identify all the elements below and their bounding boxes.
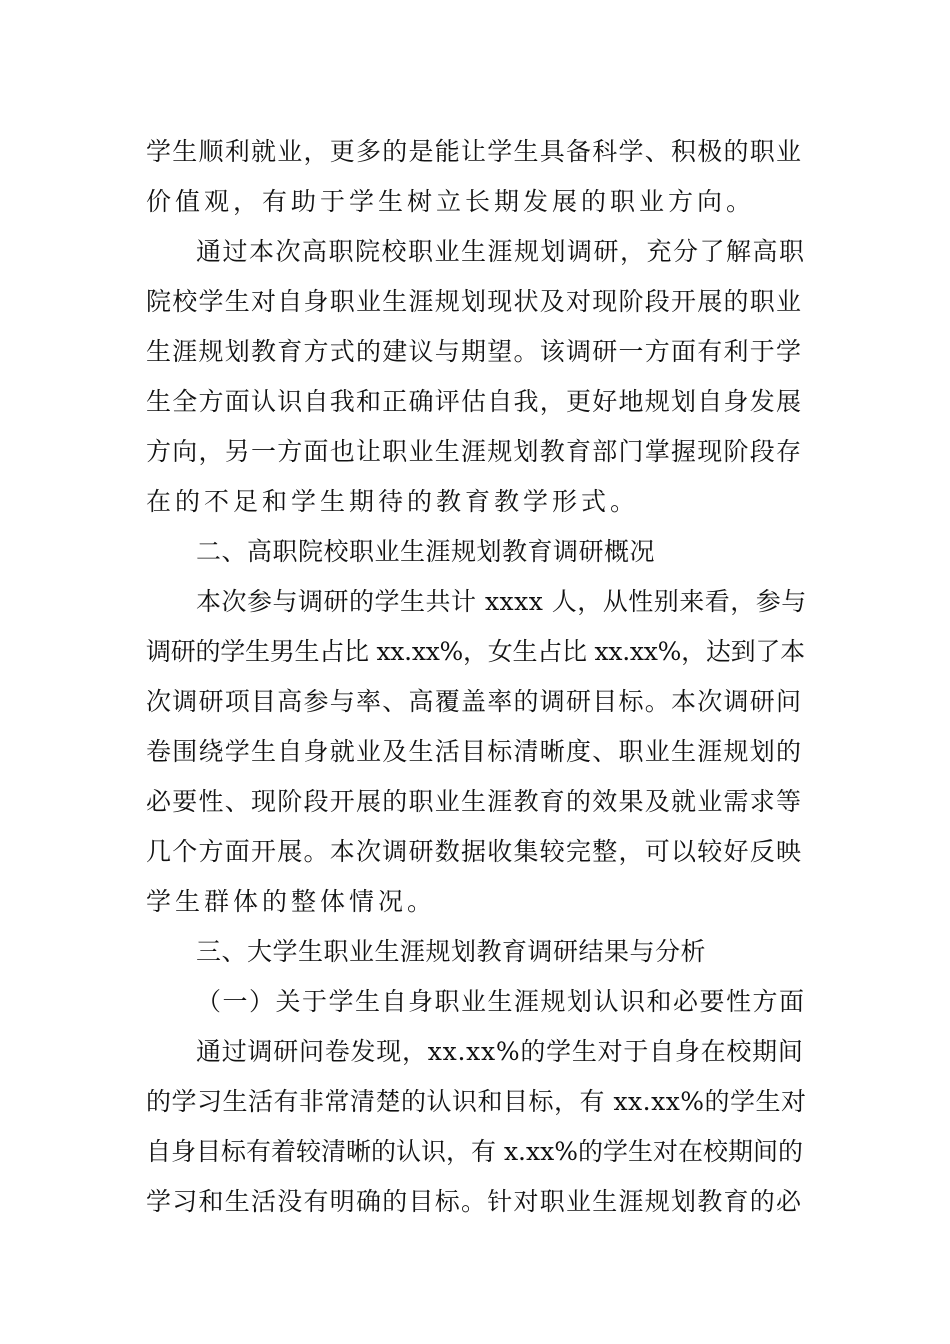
body-line: 生涯规划教育方式的建议与期望。该调研一方面有利于学 [146,337,803,366]
body-line: 必要性、现阶段开展的职业生涯教育的效果及就业需求等 [146,787,803,816]
body-line: 学生群体的整体情况。 [146,887,437,916]
body-line: 学习和生活没有明确的目标。针对职业生涯规划教育的必 [146,1187,803,1216]
section-heading: 三、大学生职业生涯规划教育调研结果与分析 [196,937,707,966]
body-line: 在的不足和学生期待的教育教学形式。 [146,487,640,516]
body-line: 卷围绕学生自身就业及生活目标清晰度、职业生涯规划的 [146,737,803,766]
body-line: 调研的学生男生占比 xx.xx%，女生占比 xx.xx%，达到了本 [146,637,805,666]
body-line: 学生顺利就业，更多的是能让学生具备科学、积极的职业 [146,137,803,166]
body-line: 自身目标有着较清晰的认识，有 x.xx%的学生对在校期间的 [146,1137,803,1166]
body-line: 通过调研问卷发现，xx.xx%的学生对于自身在校期间 [196,1037,804,1066]
body-line: 次调研项目高参与率、高覆盖率的调研目标。本次调研问 [146,687,803,716]
body-line: 通过本次高职院校职业生涯规划调研，充分了解高职 [196,237,806,266]
body-line: 的学习生活有非常清楚的认识和目标，有 xx.xx%的学生对 [146,1087,807,1116]
body-line: 本次参与调研的学生共计 xxxx 人，从性别来看，参与 [196,587,807,616]
body-line: 方向，另一方面也让职业生涯规划教育部门掌握现阶段存 [146,437,803,466]
body-line: 生全方面认识自我和正确评估自我，更好地规划自身发展 [146,387,803,416]
subsection-heading: （一）关于学生自身职业生涯规划认识和必要性方面 [196,987,806,1016]
body-line: 院校学生对自身职业生涯规划现状及对现阶段开展的职业 [146,287,803,316]
body-line: 几个方面开展。本次调研数据收集较完整，可以较好反映 [146,837,803,866]
section-heading: 二、高职院校职业生涯规划教育调研概况 [196,537,656,566]
body-line: 价值观，有助于学生树立长期发展的职业方向。 [146,187,756,216]
